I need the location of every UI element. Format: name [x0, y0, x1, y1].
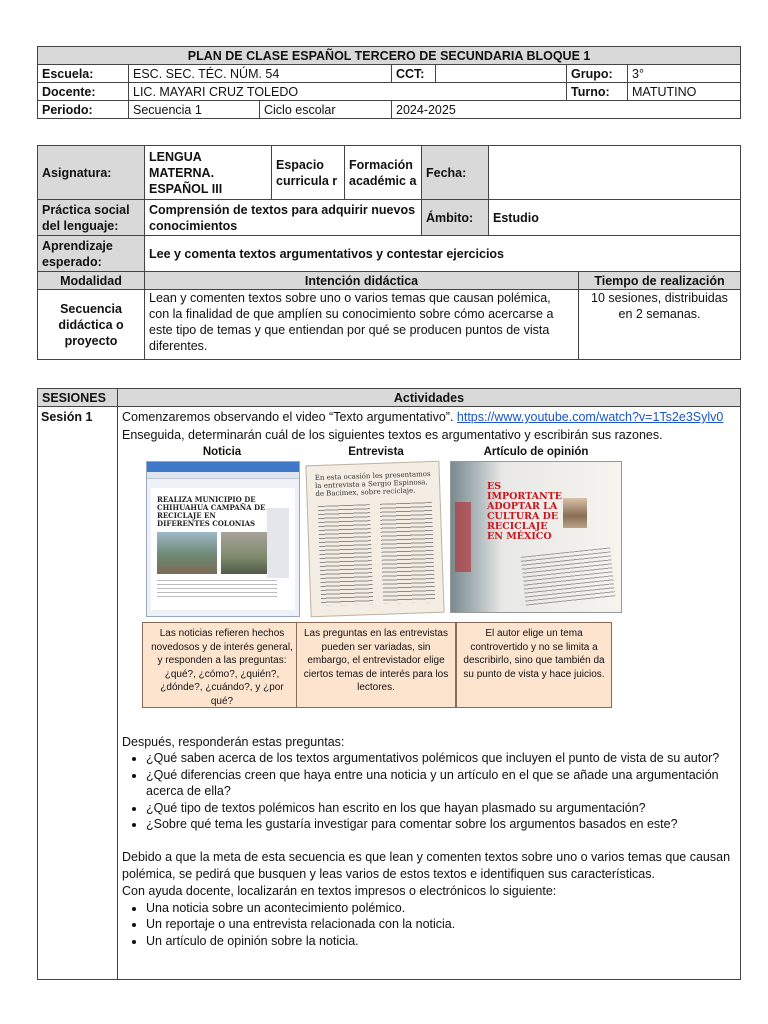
- question-item: • ¿Qué diferencias creen que haya entre una noticia y un artículo en el que se añade una argumentación acerca de ella?: [146, 767, 736, 800]
- cct-value: [436, 65, 567, 83]
- news-headline: REALIZA MUNICIPIO DE CHIHUAHUA CAMPAÑA DE RECICLAJE EN DIFERENTES COLONIAS: [157, 495, 266, 528]
- espacio-label: Espacio curricula r: [272, 146, 345, 200]
- locate-item: • Una noticia sobre un acontecimiento polémico.: [146, 900, 736, 917]
- locate-list: [122, 900, 736, 950]
- periodo-value: Secuencia 1: [129, 101, 260, 119]
- locate-intro: Con ayuda docente, localizarán en textos impresos o electrónicos lo siguiente:: [122, 883, 557, 898]
- tiempo-value: 10 sesiones, distribuidas en 2 semanas.: [579, 290, 741, 360]
- turno-label: Turno:: [567, 83, 628, 101]
- activities-cell: [118, 407, 741, 980]
- video-link[interactable]: https://www.youtube.com/watch?v=1Ts2e3Sylv0: [456, 410, 724, 424]
- intencion-value: Lean y comenten textos sobre uno o varios temas que causan polémica, con la finalidad de que amplíen su conocimiento sobre cómo acercarse a este tipo de temas y que entiendan por qué se producen puntos de vista diferentes.: [145, 290, 579, 360]
- locate-item: • Un artículo de opinión sobre la noticia.: [146, 933, 736, 950]
- goal-paragraph: Debido a que la meta de esta secuencia es que lean y comenten textos sobre uno o varios temas que causan polémica, se pedirá que busquen y leas varios de estos textos e identifiquen sus características.: [122, 849, 731, 881]
- question-item: • ¿Qué saben acerca de los textos argumentativos polémicos que incluyen el punto de vista de su autor?: [146, 750, 736, 767]
- opinion-headline: ES IMPORTANTE ADOPTAR LA CULTURA DE RECICLAJE EN MÉXICO: [487, 481, 563, 542]
- grupo-value: 3°: [628, 65, 741, 83]
- interview-headline: En esta ocasión les presentamos la entrevista a Sergio Espinosa, de Bacimex, sobre reciclaje.: [314, 470, 431, 499]
- question-item: • ¿Sobre qué tema les gustaría investigar para comentar sobre los argumentos basados en este?: [146, 816, 736, 833]
- grupo-label: Grupo:: [567, 65, 628, 83]
- formacion-label: Formación académic a: [345, 146, 422, 200]
- locate-item: • Un reportaje o una entrevista relacionada con la noticia.: [146, 916, 736, 933]
- example-articulo: [450, 445, 622, 680]
- practica-value: Comprensión de textos para adquirir nuevos conocimientos: [145, 200, 422, 236]
- practica-label: Práctica social del lenguaje:: [38, 200, 145, 236]
- example-noticia: [142, 445, 302, 707]
- interview-image: [305, 461, 444, 618]
- periodo-label: Periodo:: [38, 101, 129, 119]
- asignatura-label: Asignatura:: [38, 146, 145, 200]
- escuela-label: Escuela:: [38, 65, 129, 83]
- intro-text: Comenzaremos observando el video “Texto argumentativo”.: [122, 410, 457, 424]
- example-entrevista: [296, 445, 456, 693]
- header-table: [37, 46, 741, 119]
- escuela-value: ESC. SEC. TÉC. NÚM. 54: [129, 65, 392, 83]
- opinion-article-image: [450, 461, 622, 613]
- examples-row: [122, 445, 736, 730]
- instruction-text: Enseguida, determinarán cuál de los siguientes textos es argumentativo y escribirán sus razones.: [122, 428, 663, 442]
- aprendizaje-label: Aprendizaje esperado:: [38, 236, 145, 272]
- asignatura-value: LENGUA MATERNA. ESPAÑOL III: [145, 146, 272, 200]
- plan-title: PLAN DE CLASE ESPAÑOL TERCERO DE SECUNDARIA BLOQUE 1: [38, 47, 741, 65]
- session-label: Sesión 1: [38, 407, 118, 980]
- modalidad-header: Modalidad: [38, 272, 145, 290]
- sesiones-header: SESIONES: [38, 389, 118, 407]
- news-photo: [157, 532, 217, 574]
- caption-articulo: El autor elige un tema controvertido y no se limita a describirlo, sino que también da su punto de vista y hace juicios.: [456, 622, 612, 708]
- docente-label: Docente:: [38, 83, 129, 101]
- news-screenshot-image: [146, 461, 300, 617]
- cct-label: CCT:: [392, 65, 436, 83]
- intro-paragraph: [122, 409, 736, 425]
- tiempo-header: Tiempo de realización: [579, 272, 741, 290]
- aprendizaje-value: Lee y comenta textos argumentativos y contestar ejercicios: [145, 236, 741, 272]
- info-table: [37, 145, 741, 360]
- ambito-value: Estudio: [489, 200, 741, 236]
- modalidad-value: Secuencia didáctica o proyecto: [38, 290, 145, 360]
- ambito-label: Ámbito:: [422, 200, 489, 236]
- example-title-noticia: Noticia: [202, 446, 242, 458]
- ciclo-label: Ciclo escolar: [260, 101, 392, 119]
- example-title-articulo: Artículo de opinión: [483, 446, 589, 458]
- intencion-header: Intención didáctica: [145, 272, 579, 290]
- docente-value: LIC. MAYARI CRUZ TOLEDO: [129, 83, 567, 101]
- author-photo: [563, 498, 587, 528]
- caption-entrevista: Las preguntas en las entrevistas pueden ser variadas, sin embargo, el entrevistador elige ciertos temas de interés para los lectores.: [296, 622, 456, 708]
- caption-noticia: Las noticias refieren hechos novedosos y de interés general, y responden a las preguntas: ¿qué?, ¿cómo?, ¿quién?, ¿dónde?, ¿cuándo?, y ¿por qué?: [142, 622, 302, 708]
- fecha-label: Fecha:: [422, 146, 489, 200]
- fecha-value: [489, 146, 741, 200]
- example-title-entrevista: Entrevista: [348, 446, 404, 458]
- questions-intro: Después, responderán estas preguntas:: [122, 735, 345, 749]
- actividades-header: Actividades: [118, 389, 741, 407]
- turno-value: MATUTINO: [628, 83, 741, 101]
- ciclo-value: 2024-2025: [392, 101, 741, 119]
- questions-list: [122, 750, 736, 833]
- question-item: • ¿Qué tipo de textos polémicos han escrito en los que hayan plasmado su argumentación?: [146, 800, 736, 817]
- sessions-table: [37, 388, 741, 980]
